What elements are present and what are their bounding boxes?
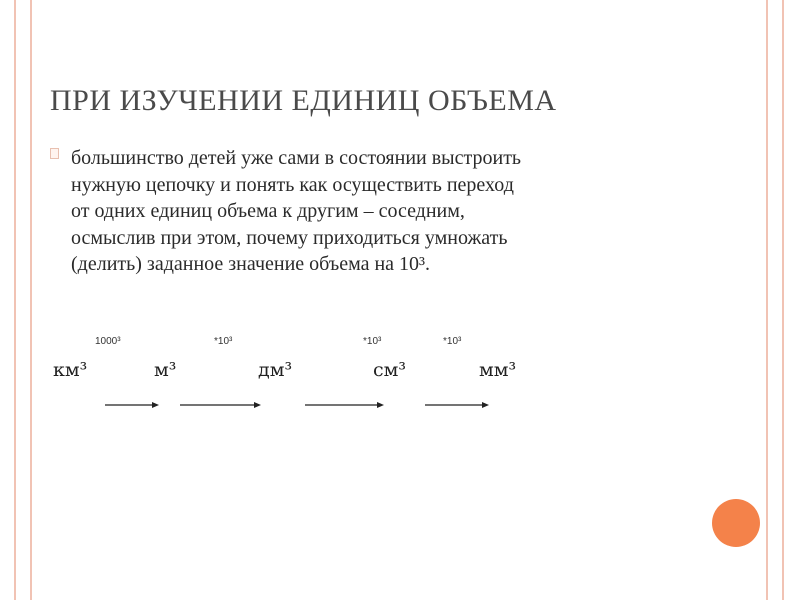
- right-arrow-icon: [105, 399, 159, 411]
- body-line: от одних единиц объема к другим – соседним,: [71, 200, 465, 222]
- factor-label: *10³: [214, 336, 233, 347]
- unit-label: см³: [373, 359, 407, 381]
- left-frame-decoration: [14, 0, 32, 600]
- slide-title: ПРИ ИЗУЧЕНИИ ЕДИНИЦ ОБЪЕМА: [50, 84, 557, 117]
- unit-label: мм³: [479, 359, 517, 381]
- right-frame-decoration: [766, 0, 784, 600]
- right-arrow-icon: [305, 399, 384, 411]
- orange-circle-icon: [712, 499, 760, 547]
- factor-label: *10³: [443, 336, 462, 347]
- unit-label: м³: [154, 359, 177, 381]
- body-line: осмыслив при этом, почему приходиться умножать: [71, 226, 508, 249]
- factor-label: 1000³: [95, 336, 121, 347]
- square-bullet-icon: [50, 148, 59, 159]
- body-line: нужную цепочку и понять как осуществить переход: [71, 173, 514, 196]
- factor-label: *10³: [363, 336, 382, 347]
- unit-label: дм³: [258, 359, 293, 381]
- body-paragraph: [71, 145, 711, 278]
- right-arrow-icon: [180, 399, 261, 411]
- right-arrow-icon: [425, 399, 489, 411]
- unit-label: км³: [53, 359, 88, 381]
- body-line: большинство детей уже сами в состоянии выстроить: [71, 147, 522, 169]
- body-line: (делить) заданное значение объема на 10³.: [71, 253, 431, 275]
